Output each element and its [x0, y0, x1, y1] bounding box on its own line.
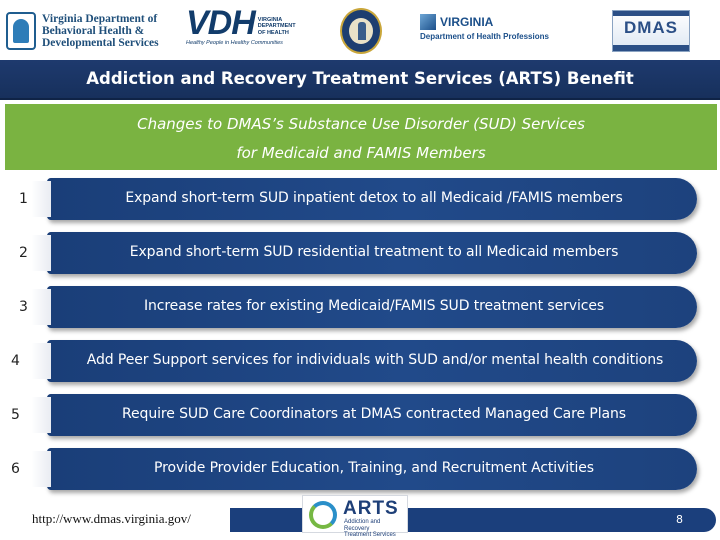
arts-swirl-icon: [309, 501, 337, 529]
vdh-sub-3: OF HEALTH: [257, 29, 289, 36]
arts-logo: [302, 495, 408, 538]
list-item: [7, 394, 697, 436]
item-text: Increase rates for existing Medicaid/FAMIS SUD treatment services: [143, 298, 605, 314]
dbhds-line-2: Behavioral Health &: [42, 25, 145, 37]
item-number-tab: [7, 235, 51, 271]
list-item: [7, 340, 697, 382]
arts-subtitle: [344, 519, 407, 539]
dmas-logo: [612, 10, 690, 52]
subtitle-line-2: for Medicaid and FAMIS Members: [236, 144, 486, 162]
title-banner: [0, 60, 720, 100]
item-text: Add Peer Support services for individuals with SUD and/or mental health conditions: [86, 352, 664, 368]
dbhds-logo-text: [42, 13, 159, 49]
logo-strip: [0, 0, 720, 60]
subtitle-band: [5, 104, 717, 170]
item-number: 5: [11, 407, 20, 423]
arts-sub-1: Addiction and Recovery: [344, 519, 381, 532]
item-number: 4: [11, 353, 20, 369]
item-text: Expand short-term SUD inpatient detox to all Medicaid /FAMIS members: [125, 190, 623, 206]
item-number: 3: [19, 299, 28, 315]
dhp-mark-icon: [420, 14, 436, 30]
list-item: [7, 178, 697, 220]
page-number: 8: [676, 513, 683, 526]
dbhds-line-1: Virginia Department of: [42, 13, 158, 25]
list-item: [7, 286, 697, 328]
arts-wordmark: ARTS: [343, 498, 399, 519]
list-item: [7, 232, 697, 274]
vdh-logo: [186, 4, 336, 54]
item-number-tab: [7, 181, 51, 217]
dbhds-mark-icon: [6, 12, 36, 50]
item-number: 6: [11, 461, 20, 477]
item-text: Provide Provider Education, Training, and Recruitment Activities: [154, 460, 594, 476]
item-number: 1: [19, 191, 28, 207]
vdh-sub-1: VIRGINIA: [257, 16, 283, 23]
slide-title: Addiction and Recovery Treatment Services (ARTS) Benefit: [86, 69, 634, 88]
vdh-sub-2: DEPARTMENT: [257, 23, 296, 29]
dmas-wordmark: DMAS: [623, 18, 679, 37]
item-number: 2: [19, 245, 28, 261]
item-text: Require SUD Care Coordinators at DMAS contracted Managed Care Plans: [122, 406, 626, 422]
dhp-logo: [420, 14, 590, 60]
footer-url-box: [22, 502, 224, 534]
dbhds-line-3: Developmental Services: [42, 37, 159, 49]
list-item: [7, 448, 697, 490]
dhp-title: VIRGINIA: [440, 15, 494, 29]
vdh-tagline: Healthy People in Healthy Communities: [186, 40, 283, 46]
item-number-tab: [7, 289, 51, 325]
arts-sub-2: Treatment Services: [344, 532, 396, 538]
dmas-website-link[interactable]: http://www.dmas.virginia.gov/: [32, 511, 191, 526]
item-text: Expand short-term SUD residential treatment to all Medicaid members: [129, 244, 619, 260]
dhp-subtitle: Department of Health Professions: [420, 32, 549, 41]
footer-band: [230, 508, 636, 532]
vdh-subtext: [258, 17, 296, 39]
virginia-seal-icon: [340, 8, 384, 54]
dbhds-logo: [6, 8, 172, 54]
subtitle-line-1: Changes to DMAS’s Substance Use Disorder (SUD) Services: [137, 115, 585, 133]
slide-footer: [0, 494, 720, 540]
vdh-wordmark: VDH: [186, 4, 255, 42]
